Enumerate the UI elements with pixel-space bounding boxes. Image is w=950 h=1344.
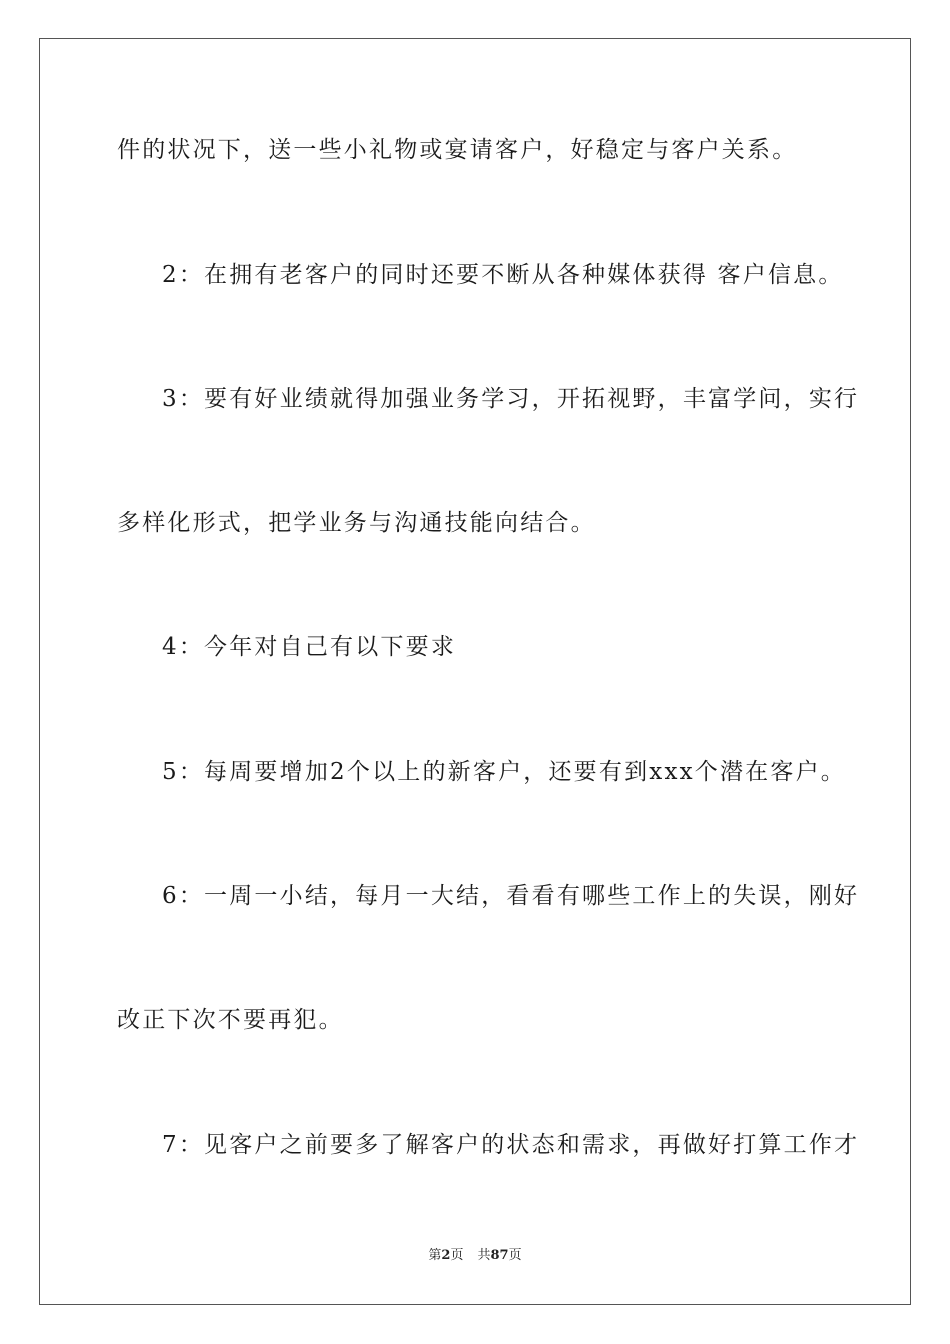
footer-page-number: 2 bbox=[441, 1248, 451, 1263]
footer-total-pages: 87 bbox=[490, 1248, 509, 1263]
body-line-1: 件的状况下，送一些小礼物或宴请客户，好稳定与客户关系。 bbox=[117, 137, 798, 163]
page-border bbox=[39, 38, 911, 1305]
body-line-9: 7：见客户之前要多了解客户的状态和需求，再做好打算工作才 bbox=[162, 1132, 860, 1158]
body-line-8: 改正下次不要再犯。 bbox=[117, 1007, 344, 1033]
body-line-3: 3：要有好业绩就得加强业务学习，开拓视野，丰富学问，实行 bbox=[162, 386, 860, 412]
body-line-2: 2：在拥有老客户的同时还要不断从各种媒体获得 客户信息。 bbox=[162, 262, 844, 288]
footer-total-prefix: 共 bbox=[477, 1248, 491, 1263]
footer-total-suffix: 页 bbox=[508, 1248, 522, 1263]
body-line-7: 6：一周一小结，每月一大结，看看有哪些工作上的失误，刚好 bbox=[162, 883, 860, 909]
body-line-5: 4：今年对自己有以下要求 bbox=[162, 634, 457, 660]
page-footer bbox=[0, 1247, 950, 1265]
body-line-4: 多样化形式，把学业务与沟通技能向结合。 bbox=[117, 510, 596, 536]
footer-page-suffix: 页 bbox=[450, 1248, 464, 1263]
footer-page-prefix: 第 bbox=[428, 1248, 442, 1263]
body-line-6: 5：每周要增加2个以上的新客户，还要有到xxx个潜在客户。 bbox=[162, 759, 846, 785]
